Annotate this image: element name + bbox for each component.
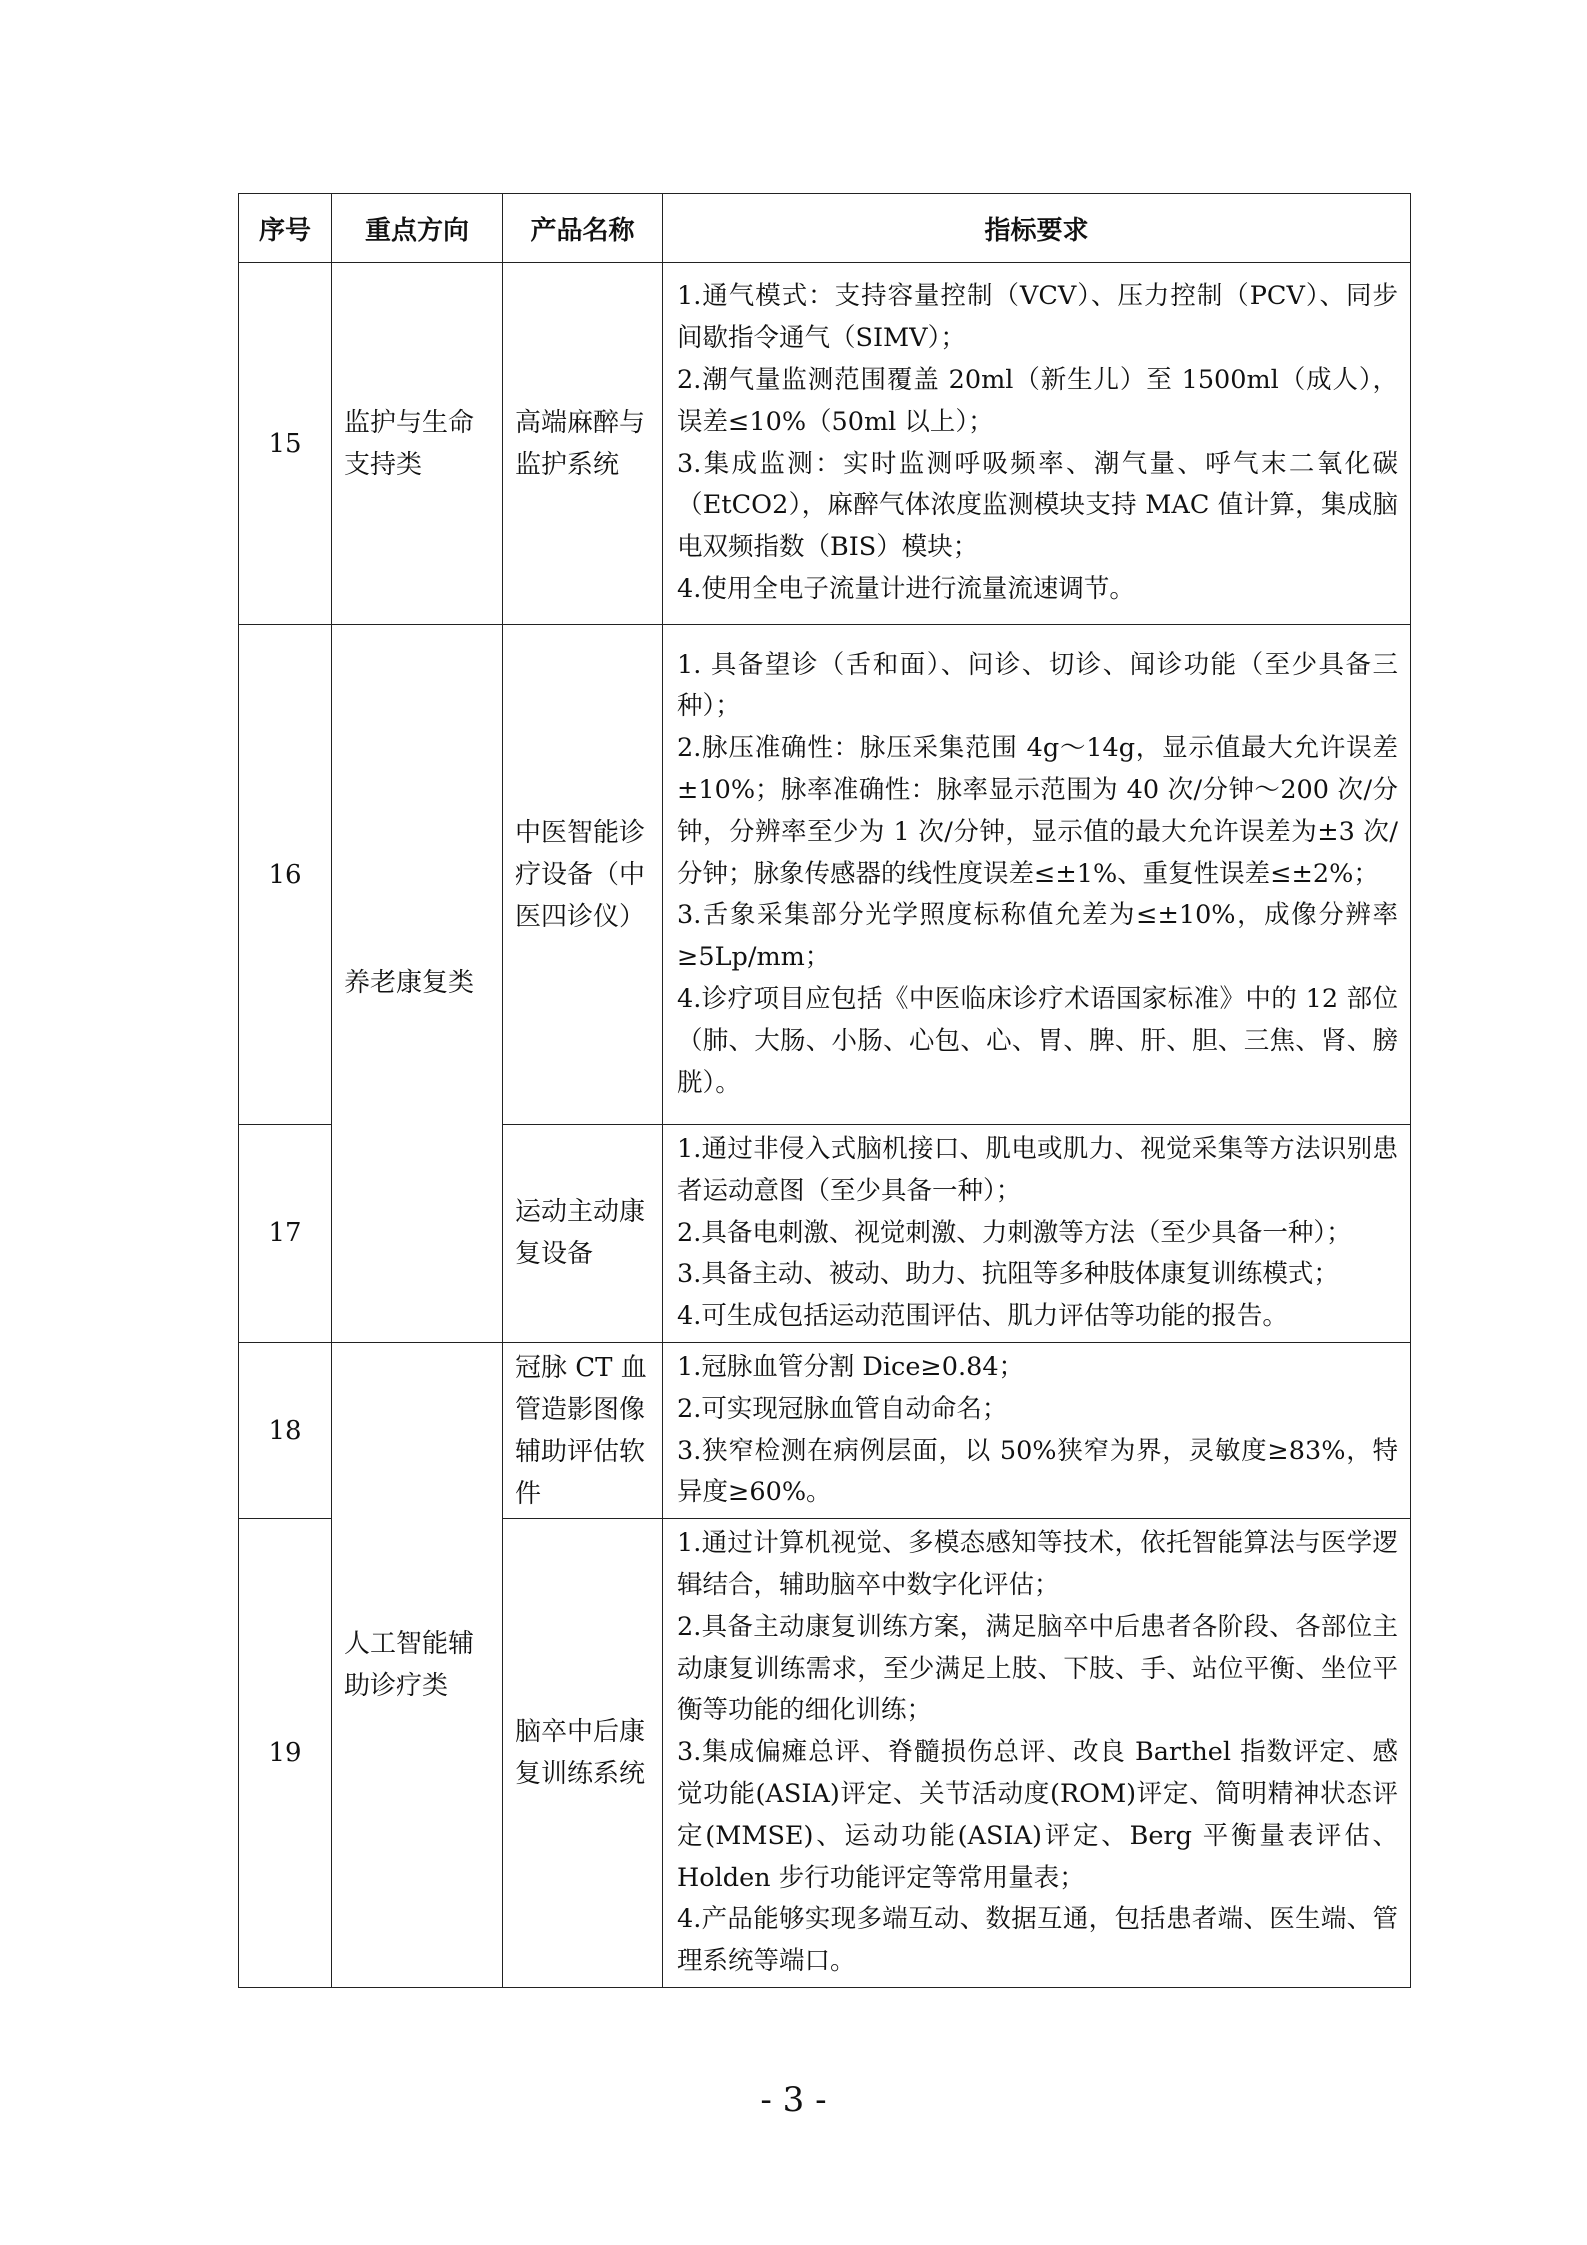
product-cell: 冠脉 CT 血管造影图像辅助评估软件 <box>503 1342 663 1518</box>
direction-cell: 养老康复类 <box>332 625 503 1343</box>
table-row <box>239 625 1411 1125</box>
product-cell: 中医智能诊疗设备（中医四诊仪） <box>503 625 663 1125</box>
requirements-cell <box>663 1125 1411 1343</box>
product-cell: 运动主动康复设备 <box>503 1125 663 1343</box>
header-no: 序号 <box>239 194 332 263</box>
requirement-item: 2.具备电刺激、视觉刺激、力刺激等方法（至少具备一种）； <box>677 1217 1352 1248</box>
requirement-item: 3.狭窄检测在病例层面，以 50%狭窄为界，灵敏度≥83%，特异度≥60%。 <box>677 1435 1398 1508</box>
requirement-item: 1.通过非侵入式脑机接口、肌电或肌力、视觉采集等方法识别患者运动意图（至少具备一种）； <box>677 1134 1398 1206</box>
header-product: 产品名称 <box>503 194 663 263</box>
requirements-cell <box>663 625 1411 1125</box>
requirements-cell <box>663 1519 1411 1988</box>
row-number: 16 <box>239 625 332 1125</box>
requirements-cell <box>663 263 1411 625</box>
row-number: 15 <box>239 263 332 625</box>
row-number: 18 <box>239 1342 332 1518</box>
row-number: 17 <box>239 1125 332 1343</box>
header-row <box>239 194 1411 263</box>
requirement-item: 2.潮气量监测范围覆盖 20ml（新生儿）至 1500ml（成人），误差≤10%（50ml 以上）； <box>677 364 1398 437</box>
requirement-item: 3.集成偏瘫总评、脊髓损伤总评、改良 Barthel 指数评定、感觉功能(ASIA)评定、关节活动度(ROM)评定、简明精神状态评定(MMSE)、运动功能(ASIA)评定、Berg 平衡量表评估、Holden 步行功能评定等常用量表； <box>677 1737 1398 1893</box>
requirement-item: 4.使用全电子流量计进行流量流速调节。 <box>677 573 1135 604</box>
product-cell: 高端麻醉与监护系统 <box>503 263 663 625</box>
requirement-item: 4.诊疗项目应包括《中医临床诊疗术语国家标准》中的 12 部位（肺、大肠、小肠、心包、心、胃、脾、肝、胆、三焦、肾、膀胱）。 <box>677 983 1398 1098</box>
direction-cell: 人工智能辅助诊疗类 <box>332 1342 503 1987</box>
requirement-item: 1.通过计算机视觉、多模态感知等技术，依托智能算法与医学逻辑结合，辅助脑卒中数字化评估； <box>677 1528 1398 1600</box>
requirement-item: 3.具备主动、被动、助力、抗阻等多种肢体康复训练模式； <box>677 1259 1339 1290</box>
requirement-item: 1.通气模式：支持容量控制（VCV）、压力控制（PCV）、同步间歇指令通气（SIMV）； <box>677 281 1398 354</box>
requirement-item: 4.可生成包括运动范围评估、肌力评估等功能的报告。 <box>677 1301 1288 1332</box>
page-number: - 3 - <box>760 2080 827 2120</box>
requirement-item: 3.舌象采集部分光学照度标称值允差为≤±10%，成像分辨率≥5Lp/mm； <box>677 900 1398 973</box>
requirement-item: 2.具备主动康复训练方案，满足脑卒中后患者各阶段、各部位主动康复训练需求，至少满足上肢、下肢、手、站位平衡、坐位平衡等功能的细化训练； <box>677 1611 1398 1726</box>
requirements-cell <box>663 1342 1411 1518</box>
table-row <box>239 263 1411 625</box>
header-direction: 重点方向 <box>332 194 503 263</box>
indicator-table <box>238 193 1411 1988</box>
requirement-item: 2.脉压准确性：脉压采集范围 4g～14g，显示值最大允许误差±10%；脉率准确性：脉率显示范围为 40 次/分钟～200 次/分钟，分辨率至少为 1 次/分钟，显示值的最大允许误差为±3 次/分钟；脉象传感器的线性度误差≤±1%、重复性误差≤±2%； <box>677 733 1398 889</box>
requirement-item: 1.冠脉血管分割 Dice≥0.84； <box>677 1351 1025 1382</box>
requirement-item: 1. 具备望诊（舌和面）、问诊、切诊、闻诊功能（至少具备三种）； <box>677 649 1398 722</box>
product-cell: 脑卒中后康复训练系统 <box>503 1519 663 1988</box>
header-requirements: 指标要求 <box>663 194 1411 263</box>
direction-cell: 监护与生命支持类 <box>332 263 503 625</box>
requirement-item: 3.集成监测：实时监测呼吸频率、潮气量、呼气末二氧化碳（EtCO2），麻醉气体浓度监测模块支持 MAC 值计算，集成脑电双频指数（BIS）模块； <box>677 448 1398 563</box>
row-number: 19 <box>239 1519 332 1988</box>
requirement-item: 2.可实现冠脉血管自动命名； <box>677 1393 1008 1424</box>
requirement-item: 4.产品能够实现多端互动、数据互通，包括患者端、医生端、管理系统等端口。 <box>677 1904 1398 1977</box>
table-row <box>239 1342 1411 1518</box>
